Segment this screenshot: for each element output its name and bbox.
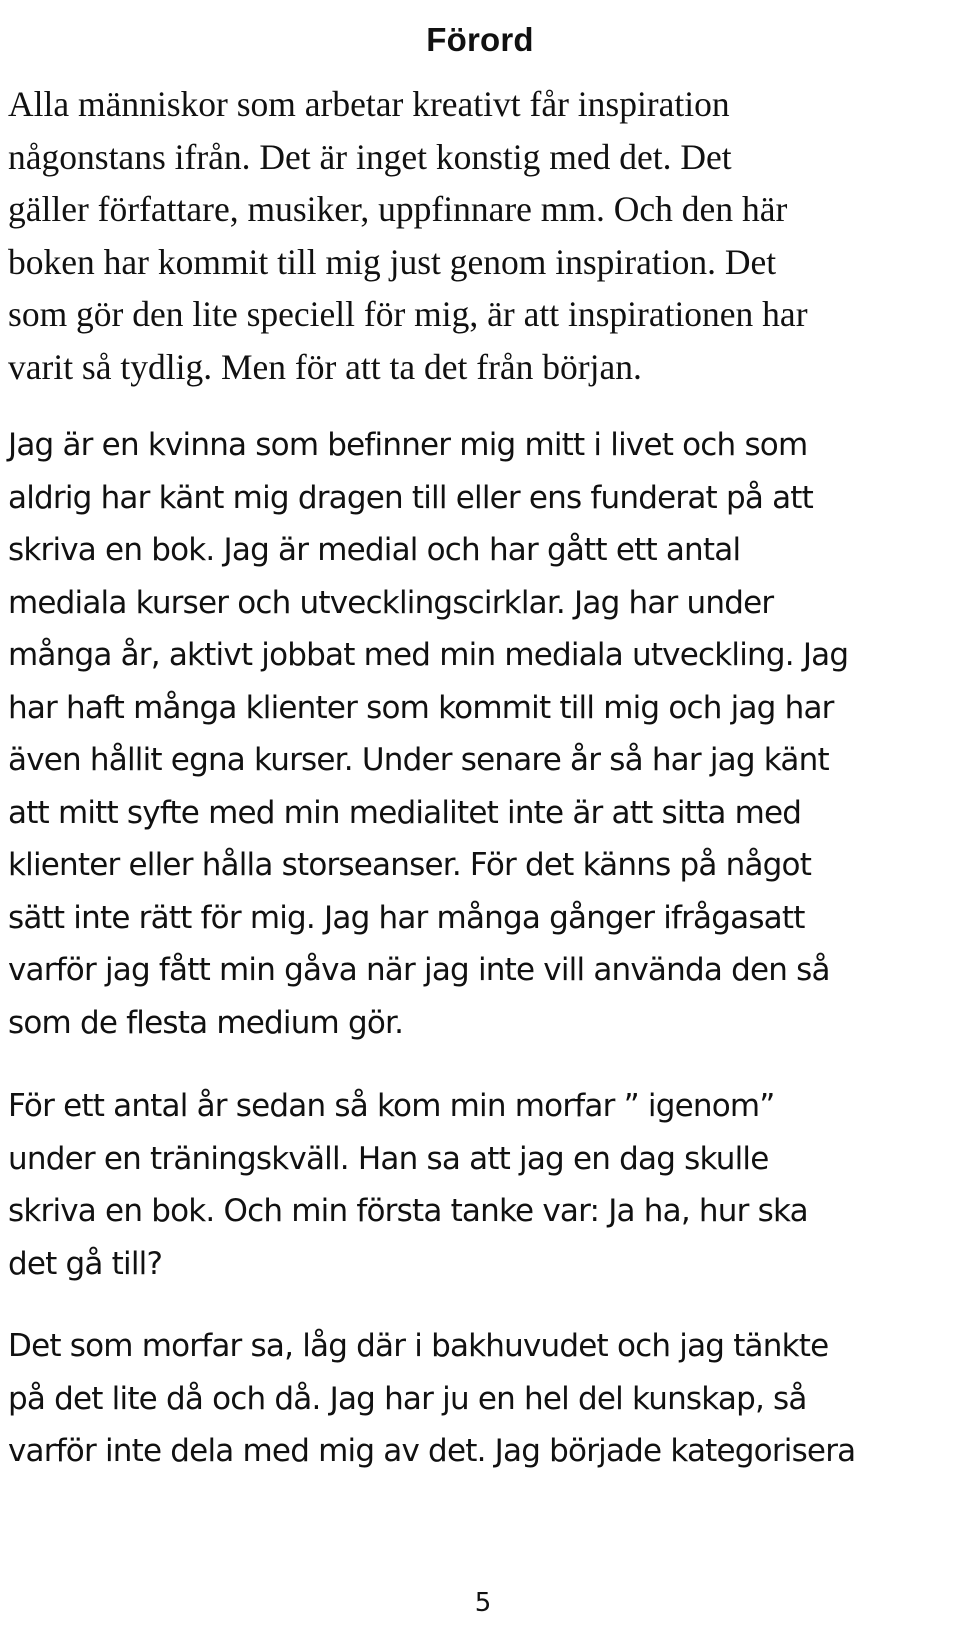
- text-line: mediala kurser och utvecklingscirklar. Jag har under: [8, 584, 774, 621]
- text-line: Alla människor som arbetar kreativt får inspiration: [8, 84, 730, 124]
- text-line: att mitt syfte med min medialitet inte är att sitta med: [8, 794, 802, 831]
- text-line: det gå till?: [8, 1245, 163, 1282]
- text-line: på det lite då och då. Jag har ju en hel del kunskap, så: [8, 1380, 807, 1417]
- text-line: sätt inte rätt för mig. Jag har många gånger ifrågasatt: [8, 899, 805, 936]
- text-line: För ett antal år sedan så kom min morfar ” igenom”: [8, 1088, 775, 1124]
- text-line: varit så tydlig. Men för att ta det från början.: [8, 346, 642, 387]
- text-line: gäller författare, musiker, uppfinnare mm. Och den här: [8, 189, 788, 229]
- paragraph-2: [8, 419, 958, 1049]
- text-line: skriva en bok. Och min första tanke var: Ja ha, hur ska: [8, 1193, 808, 1229]
- text-line: skriva en bok. Jag är medial och har gått ett antal: [8, 532, 741, 568]
- text-line: Det som morfar sa, låg där i bakhuvudet och jag tänkte: [8, 1328, 829, 1364]
- text-line: som gör den lite speciell för mig, är att inspirationen har: [8, 294, 808, 334]
- text-line: klienter eller hålla storseanser. För det känns på något: [8, 847, 812, 883]
- paragraph-4: [8, 1320, 958, 1478]
- paragraph-1: [8, 78, 958, 393]
- text-line: varför inte dela med mig av det. Jag började kategorisera: [8, 1433, 856, 1469]
- text-line: under en träningskväll. Han sa att jag en dag skulle: [8, 1140, 769, 1177]
- text-line: någonstans ifrån. Det är inget konstig med det. Det: [8, 136, 732, 177]
- text-line: många år, aktivt jobbat med min mediala utveckling. Jag: [8, 637, 849, 673]
- text-line: som de flesta medium gör.: [8, 1004, 404, 1041]
- paragraph-3: [8, 1080, 958, 1290]
- page-number: 5: [474, 1588, 492, 1618]
- text-line: även hållit egna kurser. Under senare år så har jag känt: [8, 742, 829, 778]
- text-line: Jag är en kvinna som befinner mig mitt i livet och som: [8, 427, 808, 463]
- text-line: aldrig har känt mig dragen till eller ens funderat på att: [8, 479, 813, 516]
- text-line: har haft många klienter som kommit till mig och jag har: [8, 689, 834, 726]
- text-line: boken har kommit till mig just genom inspiration. Det: [8, 241, 777, 282]
- page-title: Förord: [426, 21, 534, 59]
- text-line: varför jag fått min gåva när jag inte vill använda den så: [8, 952, 830, 988]
